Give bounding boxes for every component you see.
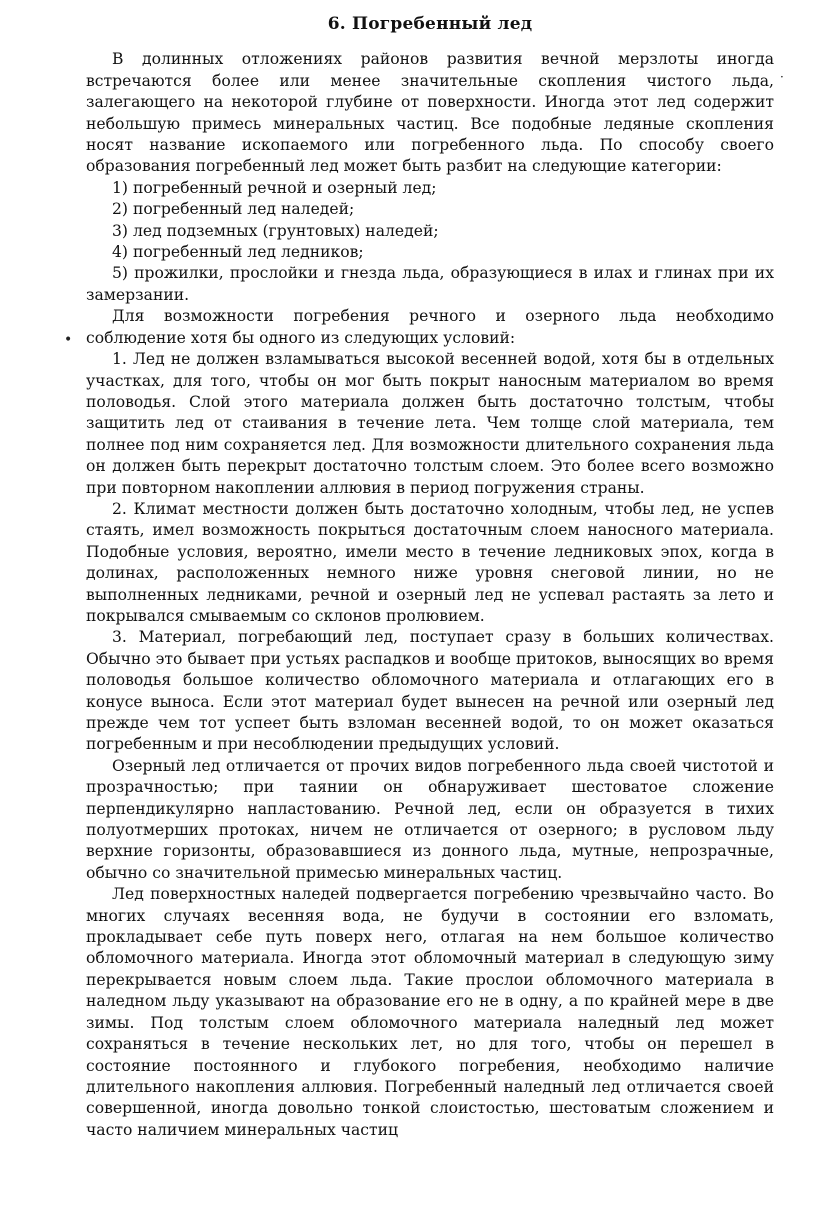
condition-paragraph: 2. Климат местности должен быть достаточно холодным, чтобы лед, не успев стаять, имел возможность покрыться достаточным слоем наносного материала. Подобные условия, вероятно, имели место в течение ледниковых эпох, когда в долинах, расположенных немного ниже уровня снеговой линии, но не выполненных ледниками, речной и озерный лед не успевал растаять за лето и покрывался смываемым со склонов пролювием. xyxy=(86,499,774,625)
category-item: 3) лед подземных (грунтовых) наледей; xyxy=(112,221,439,240)
margin-dot-mark: · xyxy=(780,70,784,84)
section-title: 6. Погребенный лед xyxy=(327,14,533,34)
document-page xyxy=(86,12,774,1141)
conditions-intro-paragraph: Для возможности погребения речного и озерного льда необходимо соблюдение хотя бы одного из следующих условий: xyxy=(86,307,774,347)
category-item: 5) прожилки, прослойки и гнезда льда, образующиеся в илах и глинах при их замерзании. xyxy=(86,264,774,304)
margin-dot-mark: • xyxy=(64,332,73,348)
condition-paragraph: 1. Лед не должен взламываться высокой весенней водой, хотя бы в отдельных участках, для того, чтобы он мог быть покрыт наносным материалом во время половодья. Слой этого материала должен быть достаточно толстым, чтобы защитить лед от стаивания в течение лета. Чем толще слой материала, тем полнее под ним сохраняется лед. Для возможности длительного сохранения льда он должен быть перекрыт достаточно толстым слоем. Это более всего возможно при повторном накоплении аллювия в период погружения страны. xyxy=(86,350,774,497)
naled-ice-paragraph: Лед поверхностных наледей подвергается погребению чрезвычайно часто. Во многих случаях весенняя вода, не будучи в состоянии его взломать, прокладывает себе путь поверх него, отлагая на нем большое количество обломочного материала. Иногда этот обломочный материал в следующую зиму перекрывается новым слоем льда. Такие прослои обломочного материала в наледном льду указывают на образование его не в одну, а по крайней мере в две зимы. Под толстым слоем обломочного материала наледный лед может сохраняться в течение нескольких лет, но для того, чтобы он перешел в состояние постоянного и глубокого погребения, необходимо наличие длительного накопления аллювия. Погребенный наледный лед отличается своей совершенной, иногда довольно тонкой слоистостью, шестоватым сложением и часто наличием минеральных частиц xyxy=(86,885,774,1139)
category-item: 1) погребенный речной и озерный лед; xyxy=(112,178,437,197)
intro-paragraph: В долинных отложениях районов развития вечной мерзлоты иногда встречаются более или менее значительные скопления чистого льда, залегающего на некоторой глубине от поверхности. Иногда этот лед содержит небольшую примесь минеральных частиц. Все подобные ледяные скопления носят название ископаемого или погребенного льда. По способу своего образования погребенный лед может быть разбит на следующие категории: xyxy=(86,50,774,176)
categories-list xyxy=(86,178,774,306)
category-item: 2) погребенный лед наледей; xyxy=(112,200,355,219)
condition-paragraph: 3. Материал, погребающий лед, поступает сразу в больших количествах. Обычно это бывает при устьях распадков и вообще притоков, выносящих во время половодья большое количество обломочного материала и отлагающих его в конусе выноса. Если этот материал будет вынесен на речной или озерный лед прежде чем тот успеет быть взломан весенней водой, то он может оказаться погребенным и при несоблюдении предыдущих условий. xyxy=(86,628,774,754)
category-item: 4) погребенный лед ледников; xyxy=(112,243,364,262)
lake-ice-paragraph: Озерный лед отличается от прочих видов погребенного льда своей чистотой и прозрачностью; при таянии он обнаруживает шестоватое сложение перпендикулярно напластованию. Речной лед, если он образуется в тихих полуотмерших протоках, ничем не отличается от озерного; в русловом льду верхние горизонты, образовавшиеся из донного льда, мутные, непрозрачные, обычно со значительной примесью минеральных частиц. xyxy=(86,756,774,882)
